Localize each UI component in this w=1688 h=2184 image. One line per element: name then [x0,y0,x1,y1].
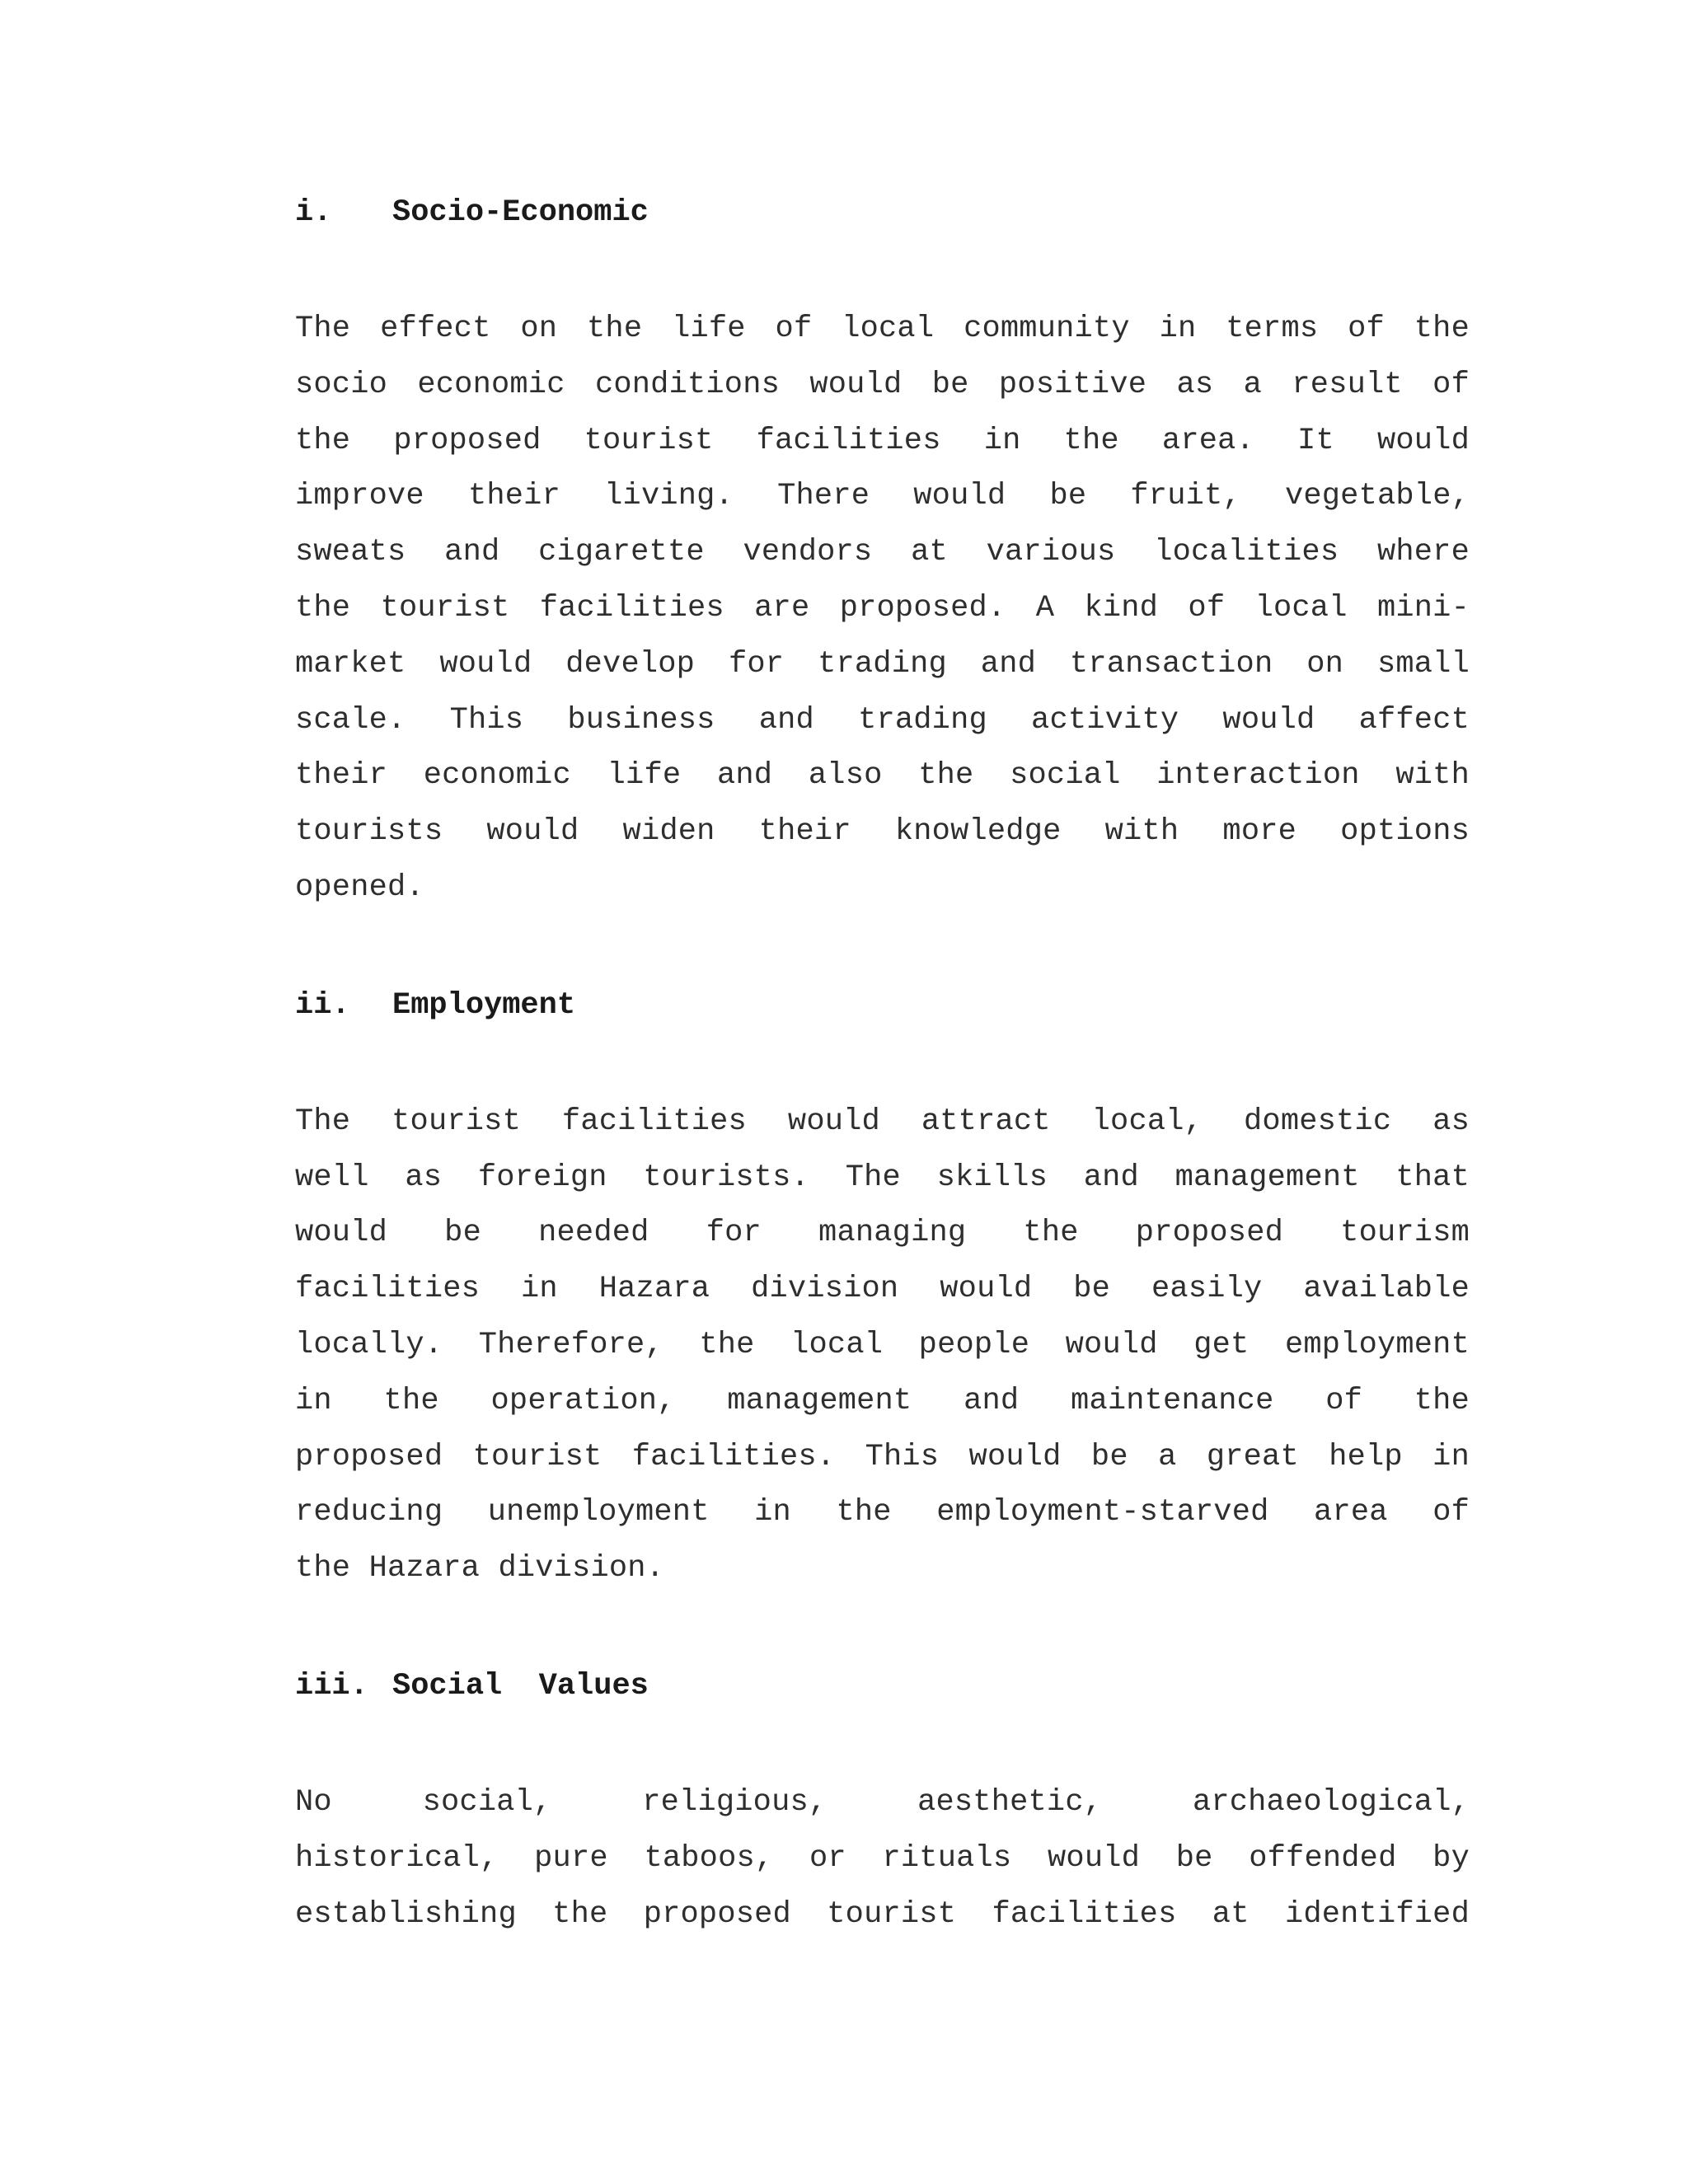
paragraph-line: well as foreign tourists. The skills and management that [295,1160,1470,1195]
section-number: iii. [295,1668,368,1704]
paragraph-line: scale. This business and trading activity would affect [295,702,1470,738]
section-paragraph-employment [295,1094,1470,1597]
paragraph-line: the tourist facilities are proposed. A kind of local mini- [295,590,1470,626]
section-heading-employment [295,982,1470,1029]
paragraph-line: historical, pure taboos, or rituals would be offended by [295,1840,1470,1876]
section-heading-socio-economic [295,190,1470,236]
paragraph-line: The tourist facilities would attract local, domestic as [295,1104,1470,1139]
paragraph-line: No social, religious, aesthetic, archaeological, [295,1784,1470,1820]
section-paragraph-social-values [295,1775,1470,1943]
paragraph-line: establishing the proposed tourist facilities at identified [295,1896,1470,1932]
paragraph-line: tourists would widen their knowledge with more options [295,814,1470,850]
paragraph-line: proposed tourist facilities. This would be a great help in [295,1439,1470,1474]
document-body [295,190,1470,1943]
paragraph-line: locally. Therefore, the local people would get employment [295,1327,1470,1362]
section-title: Employment [392,987,576,1023]
paragraph-line: sweats and cigarette vendors at various localities where [295,535,1470,570]
paragraph-line: opened. [295,869,424,905]
paragraph-line: facilities in Hazara division would be easily available [295,1272,1470,1307]
paragraph-line: the proposed tourist facilities in the area. It would [295,423,1470,458]
paragraph-line: socio economic conditions would be positive as a result of [295,367,1470,402]
paragraph-line: market would develop for trading and transaction on small [295,646,1470,682]
section-paragraph-socio-economic [295,302,1470,916]
section-title: Social Values [392,1668,649,1704]
paragraph-line: the Hazara division. [295,1551,665,1586]
paragraph-line: improve their living. There would be fruit, vegetable, [295,479,1470,514]
section-number: i. [295,195,332,230]
paragraph-line: in the operation, management and maintenance of the [295,1383,1470,1418]
paragraph-line: would be needed for managing the proposed tourism [295,1216,1470,1251]
section-number: ii. [295,987,350,1023]
paragraph-line: their economic life and also the social interaction with [295,758,1470,794]
paragraph-line: reducing unemployment in the employment-starved area of [295,1495,1470,1530]
paragraph-line: The effect on the life of local community in terms of the [295,312,1470,346]
section-title: Socio-Economic [392,195,649,230]
section-heading-social-values [295,1663,1470,1709]
